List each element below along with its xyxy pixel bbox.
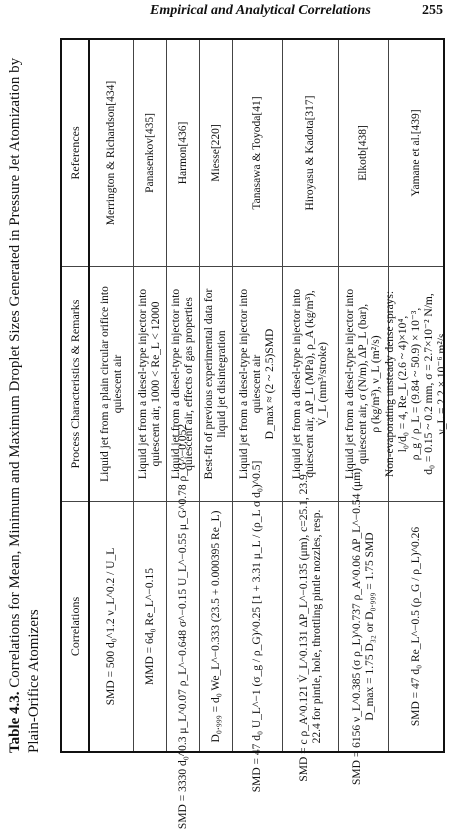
remarks-cell-line: d₀ = 0.15 ~ 0.2 mm, σ = 2.7×10⁻² N/m,	[422, 293, 435, 475]
reference-cell: Hiroyasu & Kadota[317]	[304, 95, 316, 211]
remarks-cell-line: Liquid jet from a plain circular orifice into	[98, 286, 111, 482]
table-row	[339, 40, 389, 785]
table-row	[383, 40, 448, 751]
remarks-cell-line: quiescent air, 1000 < Re_L < 12000	[150, 301, 162, 467]
correlation-cell	[167, 423, 199, 829]
reference-cell: Yamane et al.[439]	[409, 109, 422, 197]
correlation-cell-line: 22.4 for pintle, hole, throttling pintle nozzles, resp.	[310, 509, 323, 744]
reference-cell: Elkotb[438]	[357, 125, 369, 181]
remarks-cell	[167, 266, 199, 501]
remarks-cell-line: l₀/d₀ = 4, Re_L (2.6 ~ 4)×10⁴,	[396, 315, 409, 453]
remarks-cell-line: Best-fit of previous experimental data for	[203, 288, 215, 480]
remarks-cell-line: Liquid jet from a diesel-type injector into	[344, 288, 356, 480]
table-row	[200, 40, 233, 751]
correlation-cell-line: SMD = c ρ_A^0.121 V̇_L^0.131 ΔP_L^−0.135 (μm), c=25.1, 23.9,	[297, 471, 310, 782]
remarks-cell-line: Liquid jet from a diesel-type injector into	[137, 288, 149, 480]
remarks-cell-line: Liquid jet from a diesel-type injector into	[238, 288, 250, 480]
caption-text-line1: Correlations for Mean, Minimum and Maximum Droplet Sizes Generated in Pressure Jet Atomization by	[7, 57, 23, 688]
correlation-cell	[200, 501, 232, 751]
correlation-cell-line: SMD = 47 d₀ Re_L^−0.5 (ρ_G / ρ_L)^0.26	[409, 526, 422, 727]
remarks-cell	[200, 266, 232, 501]
correlation-cell	[339, 468, 388, 785]
remarks-cell-line: Non-evaporating unsteady dense sprays:	[383, 290, 396, 478]
correlation-cell-line: MMD = 6d₀ Re_L^−0.15	[143, 568, 156, 685]
remarks-cell-line: quiescent air, ΔP_L (MPa), ρ_A (kg/m³),	[304, 290, 316, 478]
table-row	[90, 40, 134, 751]
correlation-cell-line: SMD = 3330 d₀^0.3 μ_L^0.07 ρ_L^−0.648 σ^−0.15 U_L^−0.55 μ_G^0.78 ρ_G^−0.052	[176, 423, 189, 829]
remarks-cell	[134, 266, 166, 501]
table-header-row	[62, 40, 90, 751]
table-row	[134, 40, 167, 751]
table-caption	[6, 13, 44, 753]
remarks-cell-line: ρ_g / ρ_L = (9.84 ~ 50.9) × 10⁻³,	[409, 307, 422, 461]
correlation-cell-line: SMD = 500 d₀^1.2 ν_L^0.2 / U_L	[105, 547, 117, 706]
remarks-cell	[339, 266, 388, 501]
column-header-remarks: Process Characteristics & Remarks	[62, 266, 88, 501]
caption-text-line2: Plain-Orifice Atomizers	[26, 609, 42, 753]
remarks-cell-line: quiescent air	[111, 354, 124, 414]
remarks-cell-line: Liquid jet from a diesel-type injector into	[291, 288, 303, 480]
reference-cell: Miesse[220]	[209, 124, 222, 182]
reference-cell: Tanasawa & Toyoda[41]	[251, 96, 263, 210]
correlation-cell	[90, 501, 133, 751]
correlation-cell	[283, 471, 338, 782]
remarks-cell-line: liquid jet disintegration	[216, 330, 228, 438]
table-row	[283, 40, 339, 782]
correlation-cell	[233, 460, 282, 793]
remarks-cell-line: V̇_L (mm³/stroke)	[317, 342, 329, 426]
table-row	[233, 40, 283, 793]
caption-label: Table 4.3.	[7, 691, 23, 753]
correlations-table	[60, 38, 448, 829]
correlation-cell	[134, 501, 166, 751]
running-title: Empirical and Analytical Correlations	[150, 3, 371, 18]
remarks-cell	[283, 266, 338, 501]
column-header-correlations: Correlations	[62, 501, 88, 751]
remarks-cell-line: Liquid jet from a diesel-type injector into	[170, 288, 182, 480]
remarks-cell	[90, 266, 133, 501]
remarks-cell-line: D_max ≈ (2 ~ 2.5)SMD	[264, 328, 276, 440]
remarks-cell	[233, 266, 282, 501]
remarks-cell-line: ρ (kg/m³), ν_L (m²/s)	[370, 335, 382, 433]
correlation-cell	[389, 501, 443, 751]
reference-cell: Panasenkov[435]	[143, 113, 156, 193]
remarks-cell-line: ν_L = 2.2 × 10⁻⁶ m²/s	[435, 333, 448, 435]
correlation-cell-line: D₀.₉₉₉ = d₀ We_L^−0.333 (23.5 + 0.000395 Re_L)	[209, 510, 222, 743]
remarks-cell-line: quiescent air, effects of gas properties	[183, 297, 195, 471]
remarks-cell-line: quiescent air	[251, 354, 263, 414]
correlation-cell-line: SMD = 47 d₀ U_L^−1 (σ_g / ρ_G)^0.25 [1 + 3.31 μ_L / (ρ_L σ d₀)^0.5]	[251, 460, 263, 793]
table-row	[167, 40, 200, 829]
column-header-references: References	[67, 126, 82, 180]
correlation-cell-line: D_max = 1.75 D₃₂ or D₀.₉₉₉ = 1.75 SMD	[363, 532, 376, 721]
remarks-cell	[383, 266, 448, 501]
reference-cell: Merrington & Richardson[434]	[105, 80, 117, 226]
remarks-cell-line: quiescent air, σ (N/m), ΔP_L (bar),	[357, 303, 369, 465]
correlation-cell-line: SMD = 6156 ν_L^0.385 (σ ρ_L)^0.737 ρ_A^0.06 ΔP_L^−0.54 (μm)	[350, 468, 363, 785]
reference-cell: Harmon[436]	[176, 121, 189, 185]
page-number: 255	[422, 3, 443, 18]
